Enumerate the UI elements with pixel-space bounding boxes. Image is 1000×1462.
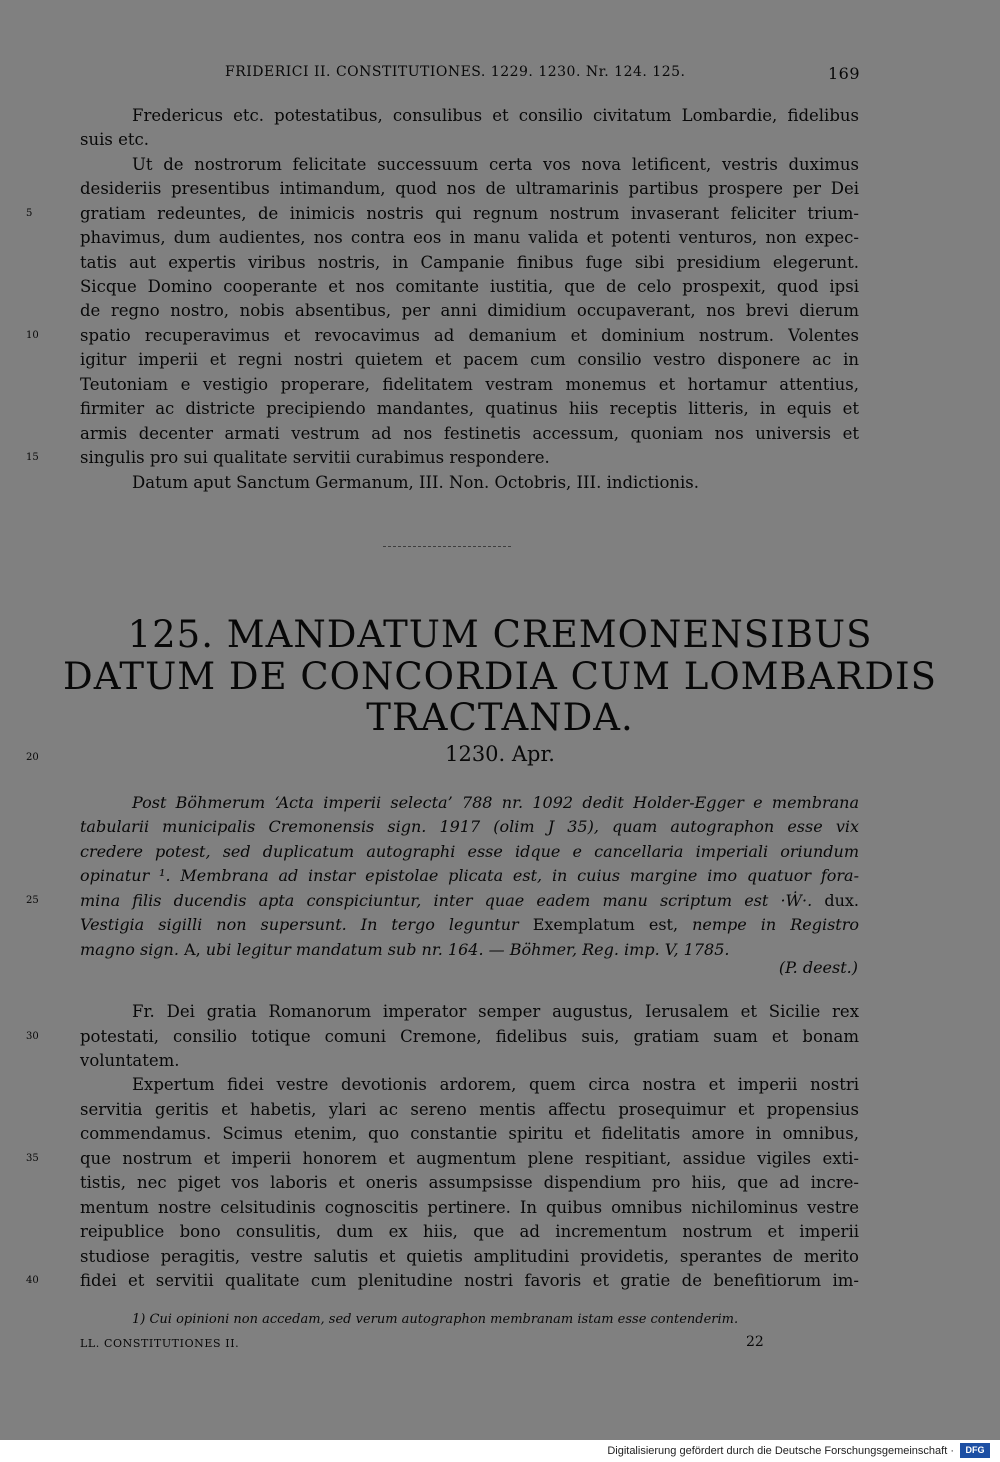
text-line: Expertum fidei vestre devotionis ardorem, quem circa nostra et imperii nostri: [132, 1075, 859, 1094]
intro-line: Post Böhmerum ‘Acta imperii selecta’ 788 nr. 1092 dedit Holder-Egger e membrana: [132, 793, 859, 812]
intro-line: Vestigia sigilli non supersunt. In tergo leguntur Exemplatum est, nempe in Registro: [80, 915, 860, 934]
roman-type-phrase: Exemplatum est,: [532, 915, 679, 934]
intro-line: magno sign. A, ubi legitur mandatum sub nr. 164. — Böhmer, Reg. imp. V, 1785.: [80, 940, 730, 959]
text-line: studiose peragitis, vestre salutis et quietis amplitudini providetis, sperantes de merito: [80, 1247, 859, 1266]
text-line: mentum nostre celsitudinis cognoscitis pertinere. In quibus omnibus nichilominus vestre: [80, 1198, 859, 1217]
source-note: (P. deest.): [778, 958, 858, 977]
doc-title-line-3: TRACTANDA.: [366, 696, 634, 739]
line-number: 35: [26, 1153, 39, 1164]
running-title: FRIDERICI II. CONSTITUTIONES. 1229. 1230. Nr. 124. 125.: [225, 64, 686, 80]
text-line: servitia geritis et habetis, ylari ac sereno mentis affectu prosequimur et propensius: [80, 1100, 859, 1119]
text-line: tistis, nec piget vos laboris et oneris assumpsisse dispendium pro hiis, que ad incre-: [80, 1173, 859, 1192]
text-line: Teutoniam e vestigio properare, fidelitatem vestram monemus et hortamur attentius,: [80, 375, 859, 394]
line-number: 20: [26, 752, 39, 763]
intro-line: opinatur ¹. Membrana ad instar epistolae plicata est, in cuius margine imo quatuor fora-: [80, 866, 859, 885]
text-line: de regno nostro, nobis absentibus, per anni dimidium occupaverant, nos brevi dierum: [80, 301, 859, 320]
intro-line: tabularii municipalis Cremonensis sign. 1917 (olim J 35), quam autographon esse vix: [80, 817, 859, 836]
text-line: potestati, consilio totique comuni Cremone, fidelibus suis, gratiam suam et bonam: [80, 1027, 859, 1046]
intro-line: mina filis ducendis apta conspiciuntur, inter quae eadem manu scriptum est ·Ẇ·. dux.: [80, 891, 859, 910]
text-line: gratiam redeuntes, de inimicis nostris qui regnum nostrum invaserant feliciter trium-: [80, 204, 859, 223]
doc-date: 1230. Apr.: [445, 742, 555, 766]
page-number: 169: [827, 64, 860, 83]
section-separator: [383, 546, 511, 549]
footnote: 1) Cui opinioni non accedam, sed verum autographon membranam istam esse contenderim.: [132, 1312, 739, 1327]
line-number: 5: [26, 208, 33, 219]
credit-text: Digitalisierung gefördert durch die Deutsche Forschungsgemeinschaft ·: [607, 1445, 954, 1457]
text-line: igitur imperii et regni nostri quietem et pacem cum consilio vestro disponere ac in: [80, 350, 859, 369]
text-line: tatis aut expertis viribus nostris, in Campanie finibus fuge sibi presidium elegerunt.: [80, 253, 859, 272]
text-line: Fredericus etc. potestatibus, consulibus et consilio civitatum Lombardie, fidelibus: [132, 106, 859, 125]
datum-line: Datum aput Sanctum Germanum, III. Non. Octobris, III. indictionis.: [132, 473, 700, 492]
doc-title-line-2: DATUM DE CONCORDIA CUM LOMBARDIS: [63, 655, 937, 698]
text-line: commendamus. Scimus etenim, quo constantie spiritu et fidelitatis amore in omnibus,: [80, 1124, 859, 1143]
text-line: singulis pro sui qualitate servitii curabimus respondere.: [80, 448, 550, 467]
line-number: 10: [26, 330, 39, 341]
intro-line: credere potest, sed duplicatum autographi esse idque e cancellaria imperiali oriundum: [80, 842, 859, 861]
roman-type-phrase: dux.: [824, 891, 859, 910]
text-line: reipublice bono consulitis, dum ex hiis, que ad incrementum nostrum et imperii: [80, 1222, 859, 1241]
line-number: 30: [26, 1031, 39, 1042]
line-number: 25: [26, 895, 39, 906]
text-line: Sicque Domino cooperante et nos comitante iustitia, que de celo prospexit, quod ipsi: [80, 277, 859, 296]
text-line: Ut de nostrorum felicitate successuum certa vos nova letificent, vestris duximus: [132, 155, 859, 174]
text-line: voluntatem.: [80, 1051, 180, 1070]
footer-sheet-number: 22: [746, 1334, 764, 1350]
text-line: armis decenter armati vestrum ad nos festinetis accessum, quoniam nos universis et: [80, 424, 859, 443]
digitization-credit-bar: [0, 1440, 1000, 1462]
roman-type-phrase: A,: [184, 940, 201, 959]
text-line: fidei et servitii qualitate cum plenitudine nostri favoris et gratie de benefitiorum im-: [80, 1271, 859, 1290]
text-line: firmiter ac districte precipiendo mandantes, quatinus hiis receptis litteris, in equis et: [80, 399, 859, 418]
footer-signature: LL. CONSTITUTIONES II.: [80, 1337, 240, 1350]
doc-title-line-1: 125. MANDATUM CREMONENSIBUS: [127, 613, 873, 656]
text-line: Fr. Dei gratia Romanorum imperator semper augustus, Ierusalem et Sicilie rex: [132, 1002, 859, 1021]
text-line: phavimus, dum audientes, nos contra eos in manu valida et potenti venturos, non expec-: [80, 228, 859, 247]
dfg-logo: DFG: [960, 1443, 990, 1458]
text-line: desideriis presentibus intimandum, quod nos de ultramarinis partibus prospere per Dei: [80, 179, 859, 198]
page-header: [80, 64, 860, 86]
text-line: spatio recuperavimus et revocavimus ad demanium et dominium nostrum. Volentes: [80, 326, 859, 345]
line-number: 40: [26, 1275, 39, 1286]
text-line: suis etc.: [80, 130, 149, 149]
line-number: 15: [26, 452, 39, 463]
text-line: que nostrum et imperii honorem et augmentum plene respitiant, assidue vigiles exti-: [80, 1149, 859, 1168]
